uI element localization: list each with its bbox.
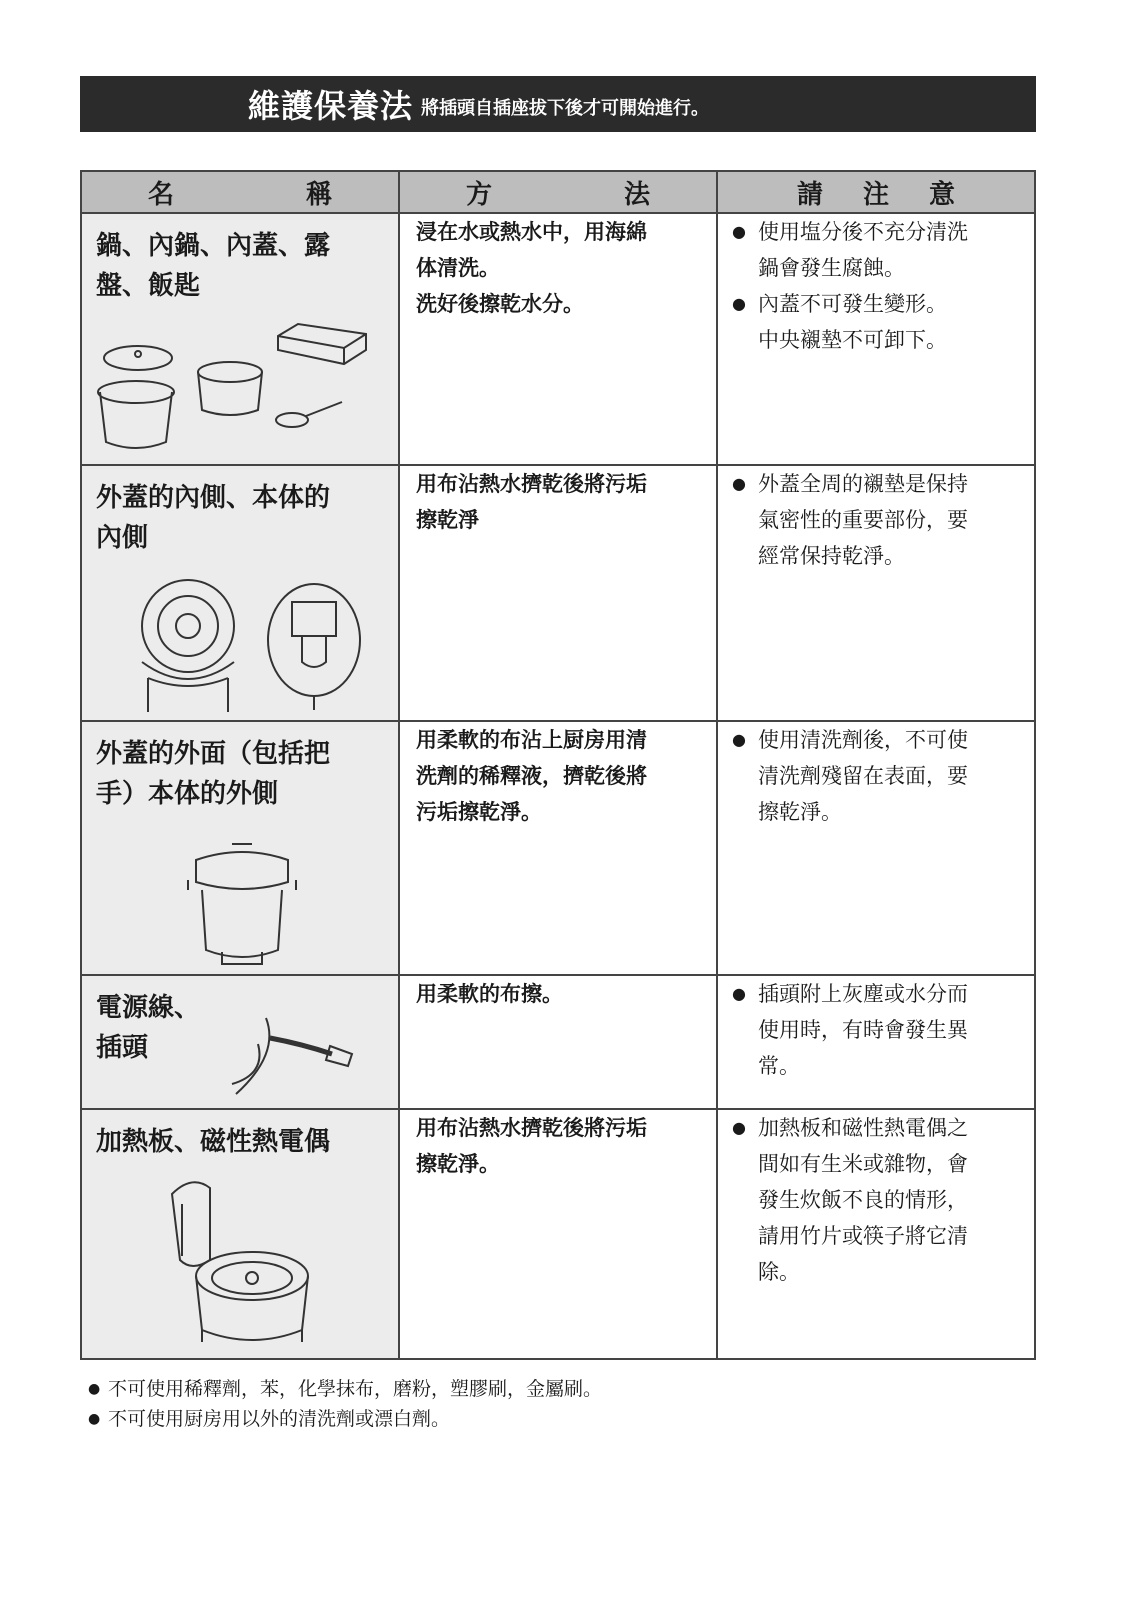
- maintenance-table: [80, 170, 1036, 1360]
- note-line: ● 加熱板和磁性熱電偶之: [758, 1116, 968, 1140]
- note-line: 除。: [758, 1260, 800, 1284]
- table-row: [81, 213, 1035, 465]
- row-method-cell: [399, 465, 717, 721]
- page-title: 維護保養法: [248, 87, 414, 125]
- row-notes-cell: [717, 721, 1035, 975]
- note-line: 常。: [758, 1054, 800, 1078]
- column-header-char: 意: [929, 179, 956, 210]
- note-item: [732, 466, 1026, 574]
- open-lid-icon: [92, 566, 388, 716]
- row-method-cell: [399, 975, 717, 1109]
- row-name-line: 電源線、: [96, 993, 201, 1023]
- note-line: 經常保持乾淨。: [758, 544, 905, 568]
- footer-notes: [88, 1374, 988, 1434]
- row-notes-cell: [717, 1109, 1035, 1359]
- row-notes-cell: [717, 465, 1035, 721]
- footer-note: ● 不可使用厨房用以外的清洗劑或漂白劑。: [88, 1404, 988, 1434]
- column-header-char: 請: [796, 179, 823, 210]
- note-line: 使用時，有時會發生異: [758, 1018, 968, 1042]
- method-line: 用布沾熱水擠乾後將污垢: [416, 472, 647, 496]
- footer-note: ● 不可使用稀釋劑，苯，化學抹布，磨粉，塑膠刷，金屬刷。: [88, 1374, 988, 1404]
- row-name-line: 鍋、內鍋、內蓋、露: [96, 231, 331, 261]
- method-line: 洗好後擦乾水分。: [416, 292, 584, 316]
- row-name-line: 插頭: [96, 1033, 149, 1063]
- method-line: 擦乾淨: [416, 508, 479, 532]
- column-header-notes: [717, 171, 1035, 213]
- column-header-char: 稱: [305, 179, 332, 210]
- note-line: 擦乾淨。: [758, 800, 842, 824]
- column-header-char: 注: [862, 179, 889, 210]
- note-line: 發生炊飯不良的情形，: [758, 1188, 968, 1212]
- method-line: 浸在水或熱水中，用海綿: [416, 220, 647, 244]
- power-cord-icon: [222, 1014, 388, 1098]
- table-row: [81, 721, 1035, 975]
- row-name-line: 加熱板、磁性熱電偶: [96, 1127, 331, 1157]
- note-line: 氣密性的重要部份，要: [758, 508, 968, 532]
- row-name-cell: [81, 213, 399, 465]
- method-line: 体清洗。: [416, 256, 500, 280]
- note-line: ● 內蓋不可發生變形。: [758, 292, 947, 316]
- note-item: [732, 722, 1026, 830]
- method-line: 污垢擦乾淨。: [416, 800, 542, 824]
- note-line: 請用竹片或筷子將它清: [758, 1224, 968, 1248]
- row-name-line: 盤、飯匙: [96, 271, 201, 301]
- method-line: 用布沾熱水擠乾後將污垢: [416, 1116, 647, 1140]
- method-line: 用柔軟的布沾上厨房用清: [416, 728, 647, 752]
- table-row: [81, 465, 1035, 721]
- note-item: [732, 214, 1026, 286]
- note-line: ● 插頭附上灰塵或水分而: [758, 982, 968, 1006]
- header-bar: [80, 76, 1036, 132]
- table-row: [81, 975, 1035, 1109]
- column-header-name: [81, 171, 399, 213]
- row-name-line: 外蓋的外面（包括把: [96, 739, 331, 769]
- note-item: [732, 1110, 1026, 1290]
- note-line: ● 使用清洗劑後，不可使: [758, 728, 968, 752]
- pot-parts-icon: [92, 320, 388, 460]
- note-item: [732, 286, 1026, 358]
- note-line: 間如有生米或雜物，會: [758, 1152, 968, 1176]
- method-line: 用柔軟的布擦。: [416, 982, 563, 1006]
- column-header-method: [399, 171, 717, 213]
- column-header-char: 法: [623, 179, 650, 210]
- note-line: ● 使用塩分後不充分清洗: [758, 220, 968, 244]
- column-header-char: 方: [465, 179, 492, 210]
- note-item: [732, 976, 1026, 1084]
- column-header-char: 名: [147, 179, 174, 210]
- note-line: ● 外蓋全周的襯墊是保持: [758, 472, 968, 496]
- row-notes-cell: [717, 975, 1035, 1109]
- row-name-cell: [81, 465, 399, 721]
- row-method-cell: [399, 721, 717, 975]
- note-line: 中央襯墊不可卸下。: [758, 328, 947, 352]
- row-name-cell: [81, 721, 399, 975]
- row-name-line: 內側: [96, 523, 149, 553]
- note-line: 鍋會發生腐蝕。: [758, 256, 905, 280]
- row-method-cell: [399, 213, 717, 465]
- method-line: 擦乾淨。: [416, 1152, 500, 1176]
- cooker-exterior-icon: [92, 840, 388, 970]
- row-name-cell: [81, 975, 399, 1109]
- table-row: [81, 1109, 1035, 1359]
- row-name-line: 外蓋的內側、本体的: [96, 483, 331, 513]
- table-header-row: [81, 171, 1035, 213]
- note-line: 清洗劑殘留在表面，要: [758, 764, 968, 788]
- row-method-cell: [399, 1109, 717, 1359]
- row-name-line: 手）本体的外側: [96, 779, 279, 809]
- method-line: 洗劑的稀釋液，擠乾後將: [416, 764, 647, 788]
- page-subtitle: 將插頭自插座拔下後才可開始進行。: [421, 98, 710, 119]
- row-name-cell: [81, 1109, 399, 1359]
- heating-plate-icon: [92, 1164, 388, 1354]
- row-notes-cell: [717, 213, 1035, 465]
